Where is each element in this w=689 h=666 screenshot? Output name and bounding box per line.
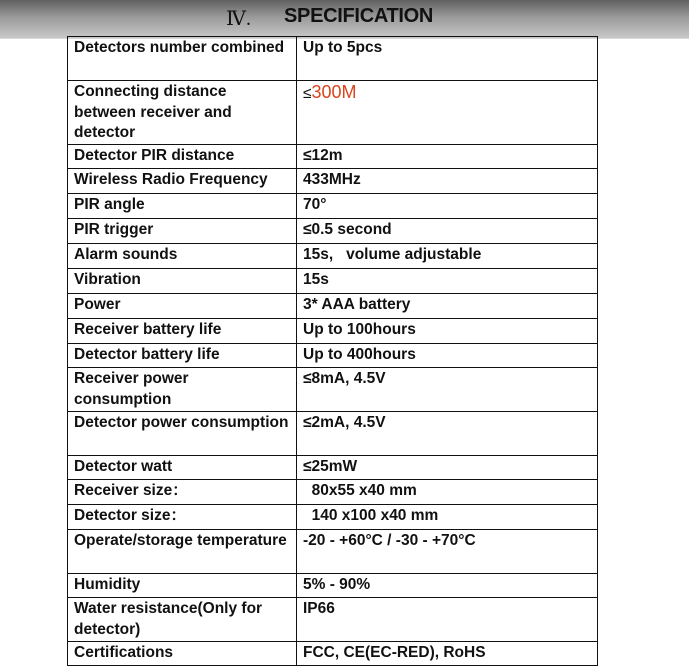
table-row — [68, 81, 598, 145]
spec-label: Wireless Radio Frequency — [68, 169, 297, 194]
table-row — [68, 456, 598, 480]
spec-value: -20 - +60°C / -30 - +70°C — [297, 530, 598, 574]
table-row — [68, 194, 598, 219]
table-row — [68, 480, 598, 505]
spec-label: Alarm sounds — [68, 244, 297, 269]
table-row — [68, 269, 598, 294]
spec-label: Receiver power consumption — [68, 368, 297, 412]
table-row — [68, 219, 598, 244]
spec-label: PIR angle — [68, 194, 297, 219]
spec-value: Up to 5pcs — [297, 37, 598, 81]
table-row — [68, 368, 598, 412]
spec-label: Receiver size： — [68, 480, 297, 505]
table-row — [68, 244, 598, 269]
table-row — [68, 169, 598, 194]
spec-value: ≤12m — [297, 145, 598, 169]
spec-value: ≤8mA, 4.5V — [297, 368, 598, 412]
section-number: Ⅳ. — [226, 8, 251, 30]
table-row — [68, 344, 598, 368]
table-row — [68, 505, 598, 530]
table-row — [68, 642, 598, 666]
spec-value: 140 x100 x40 mm — [297, 505, 598, 530]
table-row — [68, 37, 598, 81]
spec-label: Vibration — [68, 269, 297, 294]
table-row — [68, 412, 598, 456]
table-row — [68, 319, 598, 344]
spec-value — [297, 81, 598, 145]
spec-label: Detectors number combined — [68, 37, 297, 81]
spec-label: Detector power consumption — [68, 412, 297, 456]
spec-label: Certifications — [68, 642, 297, 666]
spec-value: 80x55 x40 mm — [297, 480, 598, 505]
spec-value: Up to 100hours — [297, 319, 598, 344]
spec-label: Detector watt — [68, 456, 297, 480]
spec-value: 433MHz — [297, 169, 598, 194]
spec-label: Connecting distance between receiver and detector — [68, 81, 297, 145]
spec-value: ≤0.5 second — [297, 219, 598, 244]
spec-value: Up to 400hours — [297, 344, 598, 368]
section-banner — [0, 0, 689, 39]
highlight-value: 300M — [311, 82, 357, 102]
spec-label: Humidity — [68, 574, 297, 598]
specification-table — [67, 36, 598, 666]
table-row — [68, 294, 598, 319]
spec-value: 70° — [297, 194, 598, 219]
spec-value: FCC, CE(EC-RED), RoHS — [297, 642, 598, 666]
less-equal-sign: ≤ — [303, 85, 312, 102]
spec-value: ≤2mA, 4.5V — [297, 412, 598, 456]
spec-label: Receiver battery life — [68, 319, 297, 344]
table-row — [68, 145, 598, 169]
spec-label: Detector battery life — [68, 344, 297, 368]
table-row — [68, 598, 598, 642]
spec-label: Water resistance(Only for detector) — [68, 598, 297, 642]
table-row — [68, 530, 598, 574]
spec-label: Power — [68, 294, 297, 319]
section-title: SPECIFICATION — [284, 5, 434, 27]
spec-label: Detector size： — [68, 505, 297, 530]
spec-value: ≤25mW — [297, 456, 598, 480]
spec-value: 15s, volume adjustable — [297, 244, 598, 269]
spec-label: PIR trigger — [68, 219, 297, 244]
spec-value: 15s — [297, 269, 598, 294]
spec-label: Detector PIR distance — [68, 145, 297, 169]
spec-value: 5% - 90% — [297, 574, 598, 598]
spec-value: IP66 — [297, 598, 598, 642]
spec-value: 3* AAA battery — [297, 294, 598, 319]
spec-label: Operate/storage temperature — [68, 530, 297, 574]
table-row — [68, 574, 598, 598]
